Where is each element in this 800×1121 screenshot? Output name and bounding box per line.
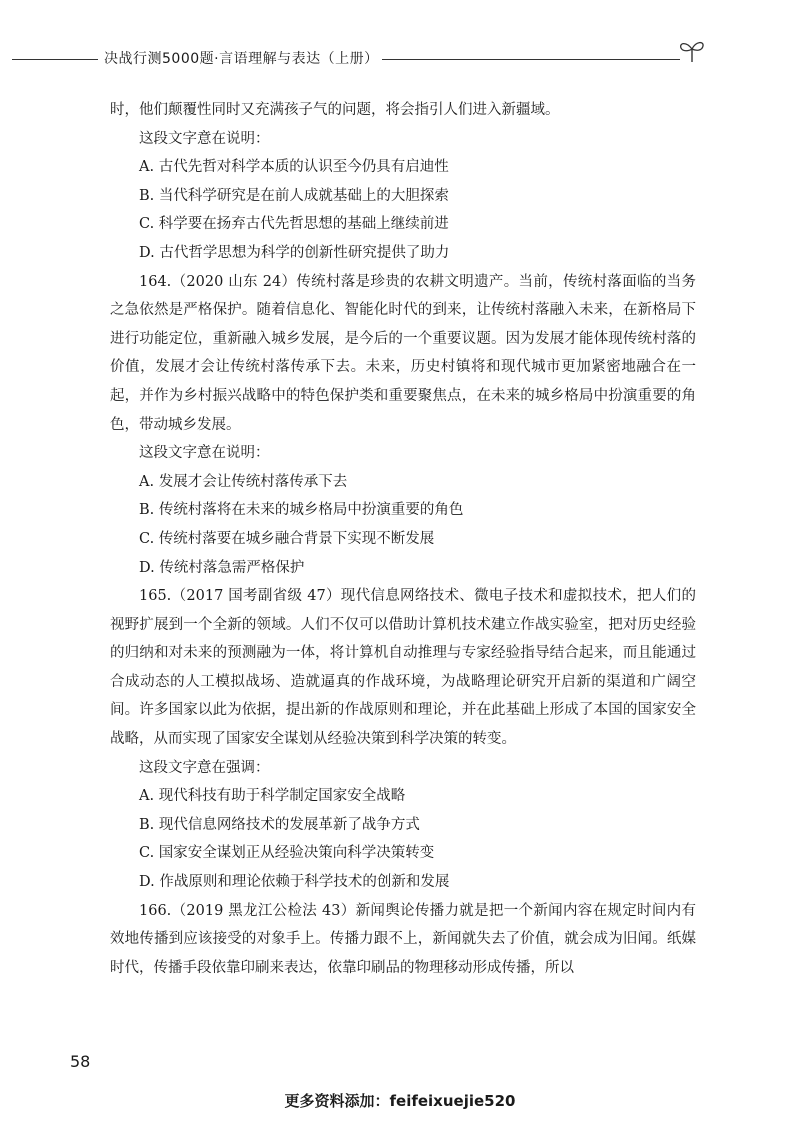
q163-option-c: C. 科学要在扬弃古代先哲思想的基础上继续前进 [139, 216, 449, 233]
q164-option-b: B. 传统村落将在未来的城乡格局中扮演重要的角色 [139, 502, 464, 519]
q165-option-d: D. 作战原则和理论依赖于科学技术的创新和发展 [139, 874, 450, 891]
running-header [0, 44, 800, 74]
header-rule-left [12, 59, 98, 60]
q163-tail: 时，他们颠覆性同时又充满孩子气的问题，将会指引人们进入新疆域。 [110, 102, 560, 118]
header-rule-right [382, 59, 680, 60]
q163-option-b: B. 当代科学研究是在前人成就基础上的大胆探索 [139, 187, 449, 204]
page-body [110, 96, 696, 982]
sprout-icon [676, 38, 708, 64]
q165-option-c: C. 国家安全谋划正从经验决策向科学决策转变 [139, 845, 435, 862]
header-title: 决战行测5000题·言语理解与表达（上册） [104, 51, 379, 67]
q165-option-a: A. 现代科技有助于科学制定国家安全战略 [139, 788, 406, 805]
footer-note: 更多资料添加：feifeixuejie520 [284, 1092, 516, 1110]
q164-prompt: 这段文字意在说明： [139, 445, 270, 462]
q164-option-a: A. 发展才会让传统村落传承下去 [139, 473, 348, 490]
q163-option-a: A. 古代先哲对科学本质的认识至今仍具有启迪性 [139, 159, 449, 176]
q164-option-c: C. 传统村落要在城乡融合背景下实现不断发展 [139, 530, 435, 547]
q163-option-d: D. 古代哲学思想为科学的创新性研究提供了助力 [139, 244, 450, 261]
q165-option-b: B. 现代信息网络技术的发展革新了战争方式 [139, 816, 420, 833]
q164-option-d: D. 传统村落急需严格保护 [139, 559, 305, 576]
q163-prompt: 这段文字意在说明： [139, 130, 270, 147]
q165-prompt: 这段文字意在强调： [139, 759, 270, 776]
page-number: 58 [70, 1052, 91, 1071]
q166-text: 166.（2019 黑龙江公检法 43）新闻舆论传播力就是把一个新闻内容在规定时间内有效地传播到应该接受的对象手上。传播力跟不上，新闻就失去了价值，就会成为旧闻。纸媒时代，传播手段依靠印刷来表达，依靠印刷品的物理移动形成传播，所以 [110, 902, 696, 976]
q164-text: 164.（2020 山东 24）传统村落是珍贵的农耕文明遗产。当前，传统村落面临的当务之急依然是严格保护。随着信息化、智能化时代的到来，让传统村落融入未来，在新格局下进行功能定位，重新融入城乡发展，是今后的一个重要议题。因为发展才能体现传统村落的价值，发展才会让传统村落传承下去。未来，历史村镇将和现代城市更加紧密地融合在一起，并作为乡村振兴战略中的特色保护类和重要聚焦点，在未来的城乡格局中扮演重要的角色，带动城乡发展。 [110, 273, 696, 433]
q165-text: 165.（2017 国考副省级 47）现代信息网络技术、微电子技术和虚拟技术，把人们的视野扩展到一个全新的领域。人们不仅可以借助计算机技术建立作战实验室，把对历史经验的归纳和对未来的预测融为一体，将计算机自动推理与专家经验指导结合起来，而且能通过合成动态的人工模拟战场、造就逼真的作战环境，为战略理论研究开启新的渠道和广阔空间。许多国家以此为依据，提出新的作战原则和理论，并在此基础上形成了本国的国家安全战略，从而实现了国家安全谋划从经验决策到科学决策的转变。 [110, 588, 696, 748]
